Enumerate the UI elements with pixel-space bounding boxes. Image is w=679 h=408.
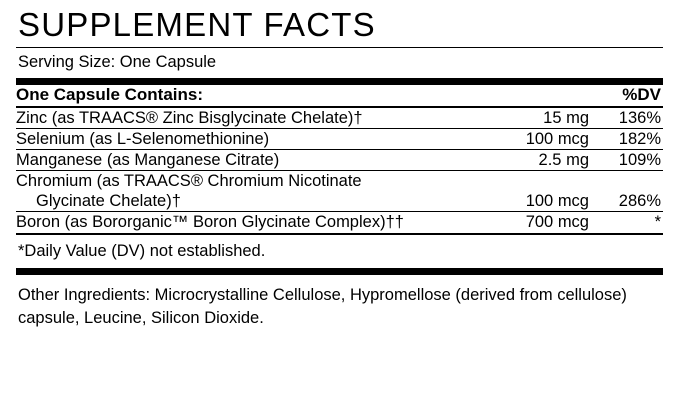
- nutrient-dv: [595, 171, 663, 211]
- supplement-facts-table: [16, 85, 663, 232]
- nutrient-dv-value: 286%: [618, 192, 661, 211]
- table-row: [16, 171, 663, 211]
- nutrient-amount: 700 mcg: [525, 213, 589, 232]
- table-header-row: [16, 85, 663, 105]
- nutrient-dv: *: [654, 213, 661, 232]
- nutrient-name: Boron (as Bororganic™ Boron Glycinate Complex)††: [16, 213, 404, 232]
- nutrient-amount: 2.5 mg: [538, 151, 589, 170]
- table-header-amount: [487, 85, 595, 105]
- nutrient-name: [16, 171, 487, 211]
- table-row: [16, 212, 663, 232]
- nutrient-dv: 182%: [618, 129, 661, 148]
- table-row: [16, 108, 663, 128]
- page-title: SUPPLEMENT FACTS: [18, 6, 376, 43]
- header-top-divider: [16, 78, 663, 85]
- nutrient-name: Selenium (as L-Selenomethionine): [16, 129, 270, 148]
- nutrient-name: Zinc (as TRAACS® Zinc Bisglycinate Chelate)†: [16, 108, 363, 127]
- nutrient-dv: 136%: [618, 108, 661, 127]
- nutrient-amount: 100 mcg: [525, 129, 589, 148]
- table-row: [16, 129, 663, 149]
- daily-value-footnote: *Daily Value (DV) not established.: [18, 241, 266, 260]
- table-header-dv: %DV: [622, 85, 661, 105]
- nutrient-name: Manganese (as Manganese Citrate): [16, 151, 280, 170]
- nutrient-amount: [487, 171, 595, 211]
- nutrient-dv: 109%: [618, 151, 661, 170]
- table-header-name: One Capsule Contains:: [16, 85, 204, 105]
- nutrient-amount: 15 mg: [543, 108, 589, 127]
- table-row: [16, 150, 663, 170]
- serving-size-text: Serving Size: One Capsule: [18, 52, 217, 71]
- nutrient-name-line1: Chromium (as TRAACS® Chromium Nicotinate: [16, 172, 362, 191]
- nutrient-name-line2: Glycinate Chelate)†: [36, 192, 181, 211]
- nutrient-amount-value: 100 mcg: [525, 192, 589, 211]
- other-ingredients-text: Other Ingredients: Microcrystalline Cellulose, Hypromellose (derived from cellulose) capsule, Leucine, Silicon Dioxide.: [18, 286, 627, 327]
- panel-bottom-divider: [16, 268, 663, 275]
